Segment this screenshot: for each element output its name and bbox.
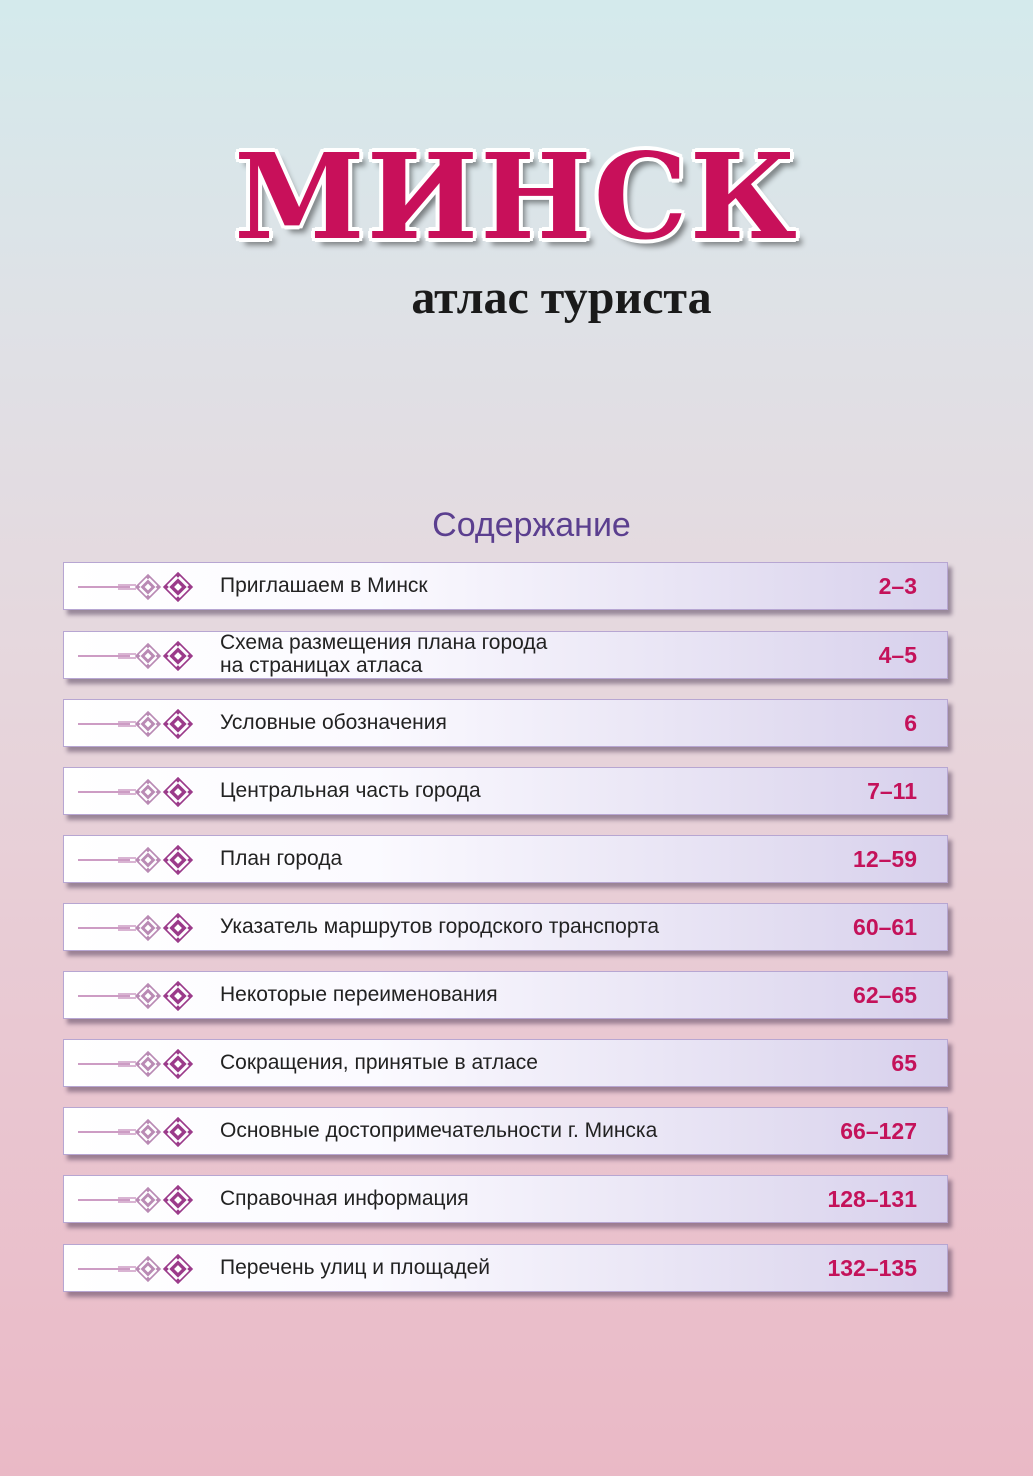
toc-item-pages: 62–65: [853, 981, 917, 1008]
toc-row[interactable]: [63, 562, 948, 610]
toc-item-pages: 7–11: [867, 777, 917, 804]
toc-item-pages: 12–59: [853, 845, 917, 872]
toc-item-pages: 65: [891, 1049, 917, 1076]
belarusian-embroidery-ornament-icon: [78, 1049, 198, 1079]
belarusian-embroidery-ornament-icon: [78, 572, 198, 602]
toc-row[interactable]: [63, 631, 948, 679]
toc-row[interactable]: [63, 835, 948, 883]
belarusian-embroidery-ornament-icon: [78, 845, 198, 875]
toc-item-label: Основные достопримечательности г. Минска: [220, 1118, 658, 1142]
toc-item-pages: 6: [904, 709, 917, 736]
toc-row[interactable]: [63, 1107, 948, 1155]
toc-item-pages: 60–61: [853, 913, 917, 940]
toc-row[interactable]: [63, 1039, 948, 1087]
toc-item-label: Условные обозначения: [220, 710, 447, 734]
belarusian-embroidery-ornament-icon: [78, 1117, 198, 1147]
toc-item-pages: 2–3: [878, 572, 917, 599]
atlas-subtitle: атлас туриста: [411, 271, 712, 324]
toc-item-pages: 4–5: [878, 641, 917, 668]
toc-item-label: Сокращения, принятые в атласе: [220, 1050, 538, 1074]
belarusian-embroidery-ornament-icon: [78, 641, 198, 671]
toc-row[interactable]: [63, 1175, 948, 1223]
belarusian-embroidery-ornament-icon: [78, 981, 198, 1011]
toc-row[interactable]: [63, 767, 948, 815]
toc-row[interactable]: [63, 699, 948, 747]
toc-item-label: Перечень улиц и площадей: [220, 1255, 491, 1279]
belarusian-embroidery-ornament-icon: [78, 913, 198, 943]
toc-item-label: Указатель маршрутов городского транспорта: [220, 914, 660, 938]
toc-item-label: План города: [220, 846, 343, 870]
toc-item-pages: 128–131: [827, 1185, 917, 1212]
toc-item-label: Некоторые переименования: [220, 982, 498, 1006]
toc-item-label: Центральная часть города: [220, 778, 481, 802]
toc-item-label: Справочная информация: [220, 1186, 469, 1210]
belarusian-embroidery-ornament-icon: [78, 709, 198, 739]
toc-heading: Содержание: [432, 506, 631, 544]
toc-item-pages: 66–127: [840, 1117, 917, 1144]
toc-row[interactable]: [63, 903, 948, 951]
belarusian-embroidery-ornament-icon: [78, 1185, 198, 1215]
belarusian-embroidery-ornament-icon: [78, 1254, 198, 1284]
toc-row[interactable]: [63, 1244, 948, 1292]
toc-row[interactable]: [63, 971, 948, 1019]
toc-item-pages: 132–135: [827, 1254, 917, 1281]
toc-item-label: Схема размещения плана города на страницах атласа: [220, 631, 548, 677]
atlas-title: МИНСК: [234, 127, 799, 266]
belarusian-embroidery-ornament-icon: [78, 777, 198, 807]
toc-item-label: Приглашаем в Минск: [220, 573, 428, 597]
